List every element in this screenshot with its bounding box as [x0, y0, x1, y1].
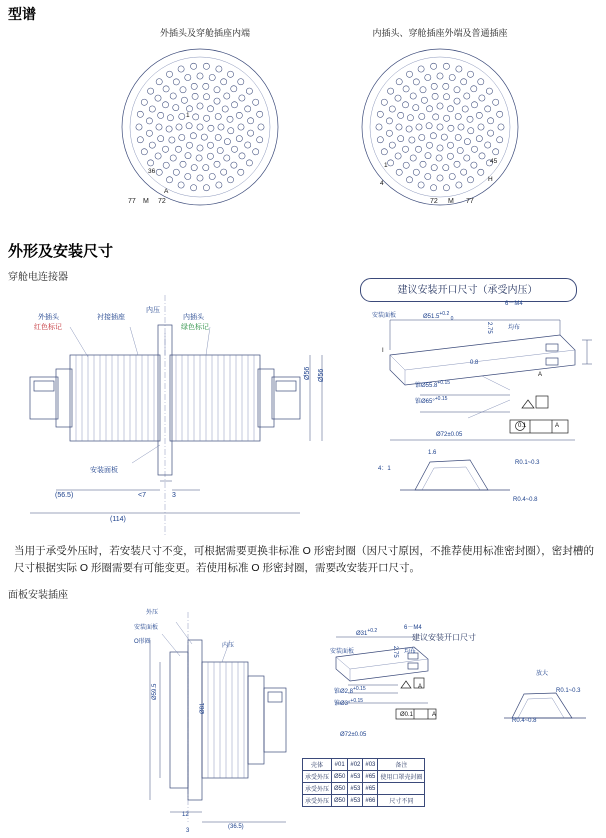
table-cell: 承受外压: [303, 771, 332, 783]
label-holes-note: 均布: [508, 325, 521, 331]
radius-2: R0.4~0.8: [513, 497, 538, 503]
table-header-cell: #02: [348, 759, 363, 771]
right-label-M: M: [448, 198, 454, 205]
label-mounting-panel-top: 安装面板: [372, 313, 397, 319]
left-view-caption: 外插头及穿舱插座内端: [159, 28, 250, 38]
table-header-cell: #01: [332, 759, 348, 771]
section-title-dimensions: 外形及安装尺寸: [8, 243, 114, 260]
dim-d3: Ø72±0.05: [436, 432, 463, 438]
spec-table: [302, 758, 425, 807]
small-label-holes-note: 均布: [404, 649, 417, 655]
small-dim-d3: 锥Ø3°$^{+0.15}$: [334, 698, 364, 707]
panel-opening-title: 建议安装开口尺寸: [412, 633, 476, 642]
dim-dia595: Ø59.5: [152, 683, 158, 700]
label-inner-pressure-2: 内压: [222, 643, 235, 649]
dim-565: (56.5): [55, 492, 74, 499]
label-inner-pressure: 内压: [146, 307, 160, 314]
table-header-cell: 壳体: [303, 759, 332, 771]
table-cell: 承受外压: [303, 795, 332, 807]
label-dia56: Ø56: [304, 366, 311, 380]
left-contact-layout: [100, 45, 300, 210]
table-cell: Ø50: [332, 795, 348, 807]
table-header-cell: 备注: [378, 759, 425, 771]
dim-12: 12: [182, 812, 189, 818]
table-row: [303, 771, 425, 783]
right-label-72: 72: [430, 198, 438, 205]
label-inner-plug-mark: 绿色标记: [181, 324, 209, 331]
label-oring: O形圈: [134, 639, 151, 645]
table-cell: [378, 783, 425, 795]
table-cell: #66: [363, 795, 378, 807]
dim-h3: 1.6: [428, 450, 437, 456]
panel-mount-drawing: [110, 600, 310, 830]
table-header-row: [303, 759, 425, 771]
gdt-ref: A: [555, 423, 560, 429]
datum-A: A: [538, 372, 543, 378]
right-contact-layout: [340, 45, 540, 210]
label-outer-plug: 外插头: [38, 314, 59, 321]
small-dim-d4: Ø72±0.05: [340, 732, 367, 738]
svg-text:45: 45: [490, 158, 498, 165]
table-header-cell: #03: [363, 759, 378, 771]
label-mounting-panel-left: 安装面板: [90, 467, 118, 474]
dim-365: (36.5): [228, 824, 244, 830]
small-gdt-ref: A: [432, 712, 437, 718]
label-dia56b: Ø56: [318, 368, 325, 382]
label-mounting-panel-small: 安装面板: [330, 649, 355, 655]
svg-text:36: 36: [148, 168, 156, 175]
page-title-model: 型谱: [8, 6, 36, 22]
dim-h2: 0.8: [470, 360, 479, 366]
table-cell: #65: [363, 783, 378, 795]
dim-dia81: Ø81: [200, 702, 206, 714]
table-cell: #53: [348, 771, 363, 783]
scale-label: 4：1: [378, 466, 391, 472]
left-label-72: 72: [158, 198, 166, 205]
table-row: [303, 783, 425, 795]
svg-text:A: A: [164, 188, 169, 195]
table-row: [303, 795, 425, 807]
left-label-77: M: [143, 198, 149, 205]
label-inner-plug: 内插头: [183, 314, 204, 321]
dim-3: 3: [172, 492, 176, 499]
body-paragraph: 当用于承受外压时，若安装尺寸不变，可根据需要更换非标准 O 形密封圈（因尺寸原因，不推荐使用标准密封圈），密封槽的尺寸根据实际 O 形圈需要有可能变更。若使用标准 O 形密封圈，需要改安装开口尺寸。: [14, 545, 594, 574]
svg-text:1: 1: [384, 162, 388, 169]
label-holes: 6－M4: [505, 301, 523, 307]
right-view-caption: 内插头、穿舱插座外端及普通插座: [372, 28, 508, 38]
left-label-M: 77: [128, 198, 136, 205]
subsection-panel: 面板安装插座: [8, 590, 68, 601]
section-mark-I: I: [382, 348, 384, 354]
dim-angle: 锥Ø65°$^{+0.15}$: [415, 396, 448, 405]
dim-d1: $Ø51.5^{+0.2}$ $_0$: [423, 311, 454, 323]
small-dim-h: 2.75: [392, 646, 398, 658]
panel-radius-1: R0.1~0.3: [556, 688, 581, 694]
table-cell: 尺寸不同: [378, 795, 425, 807]
label-mounting-panel-bottom: 安装面板: [134, 625, 159, 631]
subsection-feedthrough: 穿舱电连接器: [8, 272, 68, 283]
dim-3b: 3: [186, 828, 190, 834]
table-cell: 使用口罩壳封圈: [378, 771, 425, 783]
opening-top-drawing: [360, 300, 600, 500]
dim-lt7: <7: [138, 492, 146, 499]
label-outer-pressure: 外压: [146, 610, 159, 616]
table-cell: Ø50: [332, 783, 348, 795]
dim-d2: 锥$Ø55.8^{+0.15}$: [415, 380, 451, 389]
table-cell: #65: [363, 771, 378, 783]
panel-detail-title: 放大: [536, 671, 549, 677]
label-outer-plug-mark: 红色标记: [34, 324, 62, 331]
small-dim-d1: $Ø31^{+0.2}$: [356, 628, 378, 637]
dim-114: (114): [110, 516, 126, 523]
panel-radius-2: R0.4~0.8: [512, 718, 537, 724]
small-label-holes: 6－M4: [404, 625, 422, 631]
radius-1: R0.1~0.3: [515, 460, 540, 466]
table-cell: 承受外压: [303, 783, 332, 795]
small-gdt: Ø0.1: [400, 712, 414, 718]
opening-title: 建议安装开口尺寸（承受内压）: [397, 285, 538, 296]
svg-text:1: 1: [186, 112, 190, 119]
svg-text:4: 4: [380, 180, 384, 187]
table-cell: #53: [348, 795, 363, 807]
small-datum-A: A: [418, 684, 423, 690]
gdt-value: 0.1: [518, 423, 527, 429]
label-receptacle: 衬接插座: [97, 314, 125, 321]
small-dim-d2: 锥$Ø2.8^{+0.15}$: [334, 686, 366, 695]
right-label-77: 77: [466, 198, 474, 205]
svg-text:H: H: [488, 176, 493, 183]
dim-h1: 2.75: [486, 322, 492, 334]
table-cell: Ø50: [332, 771, 348, 783]
table-cell: #53: [348, 783, 363, 795]
